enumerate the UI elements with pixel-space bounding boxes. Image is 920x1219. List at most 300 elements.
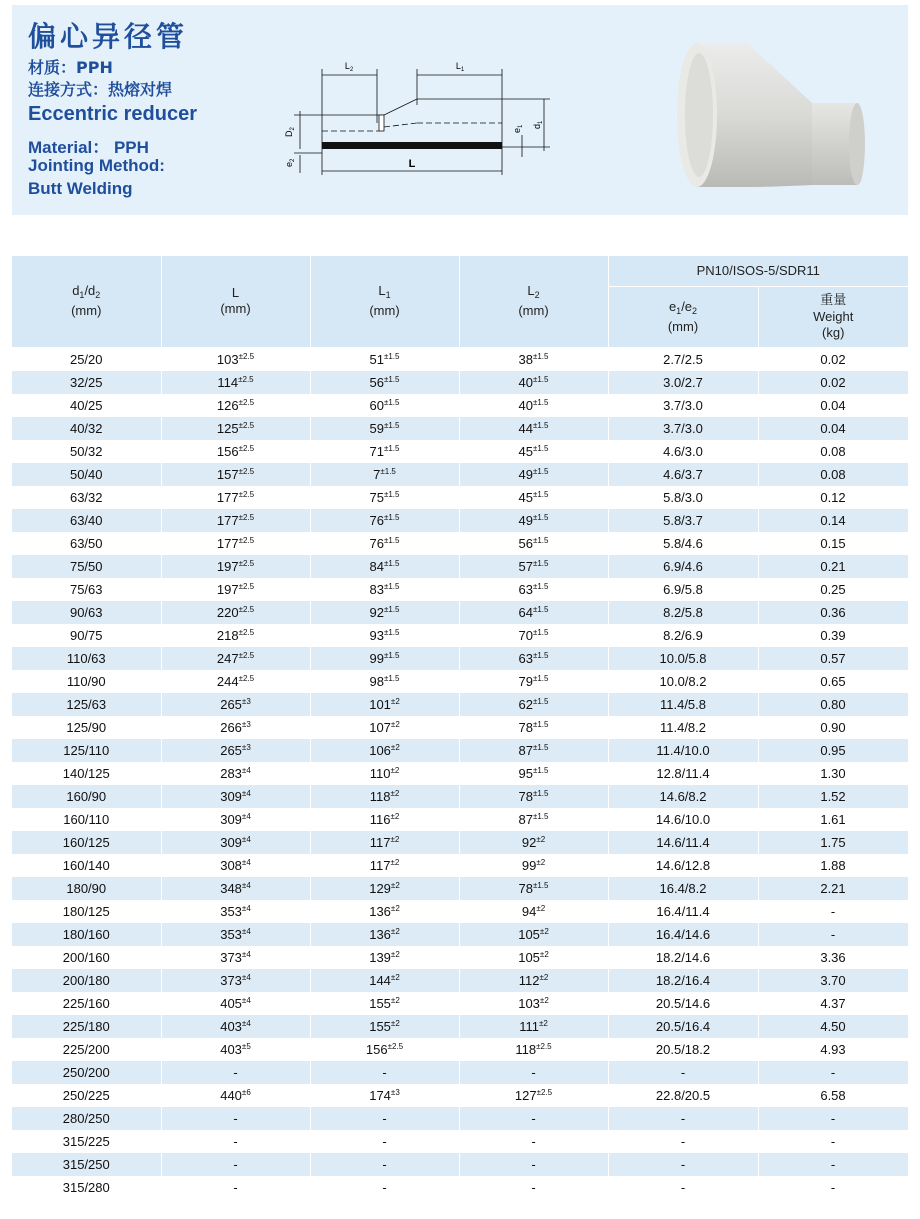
cell-L2: $78^{\pm 1.5}$ [459,877,608,900]
table-row [12,969,908,992]
table-row [12,854,908,877]
cell-L2: $56^{\pm 1.5}$ [459,532,608,555]
cell-L: $440^{\pm 6}$ [161,1084,310,1107]
tolerance: ±1.5 [383,558,400,568]
cell-L2: $87^{\pm 1.5}$ [459,739,608,762]
cell-wall-thickness: 16.4/14.6 [608,923,758,946]
tolerance: ±1.5 [532,512,549,522]
cell-L1: $76^{\pm 1.5}$ [310,532,459,555]
cell-weight: 4.93 [758,1038,908,1061]
cell-L2: $92^{\pm 2}$ [459,831,608,854]
tolerance: ±2.5 [536,1041,552,1051]
cell-weight: - [758,1130,908,1153]
cell-wall-thickness: 11.4/8.2 [608,716,758,739]
tolerance: ±2.5 [238,558,255,568]
cell-wall-thickness: 20.5/18.2 [608,1038,758,1061]
tolerance: ±1.5 [532,627,549,637]
cell-size: 180/160 [12,923,161,946]
cell-wall-thickness: 8.2/6.9 [608,624,758,647]
cell-size: 125/90 [12,716,161,739]
dim-label-e2: $e_2$ [284,158,296,167]
cell-weight: 0.14 [758,509,908,532]
table-row [12,1176,908,1199]
tolerance: ±4 [241,765,251,775]
title-en: Eccentric reducer [28,103,197,125]
tolerance: ±1.5 [383,581,400,591]
cell-L2: $45^{\pm 1.5}$ [459,486,608,509]
jointing-en-value: Butt Welding [28,179,133,198]
cell-weight: 3.36 [758,946,908,969]
tolerance: ±2 [390,696,400,706]
table-row [12,440,908,463]
cell-L1: $136^{\pm 2}$ [310,923,459,946]
reducer-product-image [652,35,882,205]
cell-L: $126^{\pm 2.5}$ [161,394,310,417]
table-row [12,670,908,693]
cell-L2: $111^{\pm 2}$ [459,1015,608,1038]
cell-wall-thickness: - [608,1153,758,1176]
cell-size: 75/50 [12,555,161,578]
tolerance: ±1.5 [383,397,400,407]
cell-wall-thickness: 4.6/3.0 [608,440,758,463]
header-pn-class: PN10/ISOS-5/SDR11 [608,256,908,286]
cell-L2: $103^{\pm 2}$ [459,992,608,1015]
cell-weight: - [758,1107,908,1130]
table-row [12,1107,908,1130]
header-L2: $L_2$ (mm) [459,256,608,347]
cell-L1: $174^{\pm 3}$ [310,1084,459,1107]
table-row [12,808,908,831]
tolerance: ±2 [390,972,400,982]
cell-size: 200/180 [12,969,161,992]
cell-L1: $92^{\pm 1.5}$ [310,601,459,624]
cell-L1: $117^{\pm 2}$ [310,854,459,877]
tolerance: ±2.5 [238,650,255,660]
tolerance: ±2 [390,834,400,844]
tolerance: ±2 [536,834,546,844]
tolerance: ±4 [241,834,251,844]
tolerance: ±2 [390,857,400,867]
cell-wall-thickness: 16.4/8.2 [608,877,758,900]
cell-L: - [161,1176,310,1199]
cell-L: $103^{\pm 2.5}$ [161,347,310,371]
cell-L1: $156^{\pm 2.5}$ [310,1038,459,1061]
cell-wall-thickness: 2.7/2.5 [608,347,758,371]
cell-L1: $76^{\pm 1.5}$ [310,509,459,532]
cell-L: $348^{\pm 4}$ [161,877,310,900]
cell-wall-thickness: 11.4/5.8 [608,693,758,716]
cell-L1: $93^{\pm 1.5}$ [310,624,459,647]
tolerance: ±1.5 [383,650,400,660]
cell-size: 63/40 [12,509,161,532]
cell-weight: 1.61 [758,808,908,831]
table-row [12,762,908,785]
tolerance: ±2 [390,949,400,959]
cell-weight: 0.04 [758,394,908,417]
cell-L1: $98^{\pm 1.5}$ [310,670,459,693]
cell-weight: 0.12 [758,486,908,509]
cell-L2: $87^{\pm 1.5}$ [459,808,608,831]
cell-size: 125/63 [12,693,161,716]
header-L1: $L_1$ (mm) [310,256,459,347]
jointing-en: Jointing Method: [28,156,165,175]
dim-label-L2: $L_2$ [344,61,354,73]
cell-L: - [161,1153,310,1176]
title-cn: 偏心异径管 [28,20,189,53]
cell-wall-thickness: 4.6/3.7 [608,463,758,486]
tolerance: ±2 [539,949,549,959]
tolerance: ±4 [241,949,251,959]
cell-wall-thickness: - [608,1107,758,1130]
cell-wall-thickness: 3.7/3.0 [608,394,758,417]
cell-wall-thickness: 10.0/8.2 [608,670,758,693]
table-row [12,555,908,578]
tolerance: ±6 [241,1087,251,1097]
cell-wall-thickness: 6.9/4.6 [608,555,758,578]
cell-L2: - [459,1061,608,1084]
cell-wall-thickness: 14.6/11.4 [608,831,758,854]
table-row [12,923,908,946]
cell-L1: $107^{\pm 2}$ [310,716,459,739]
tolerance: ±2 [390,880,400,890]
tolerance: ±2.5 [238,512,255,522]
tolerance: ±2 [390,765,400,775]
tolerance: ±5 [241,1041,251,1051]
tolerance: ±1.5 [383,489,400,499]
cell-wall-thickness: 14.6/12.8 [608,854,758,877]
cell-size: 63/32 [12,486,161,509]
cell-wall-thickness: 10.0/5.8 [608,647,758,670]
tolerance: ±1.5 [383,374,400,384]
cell-L1: $136^{\pm 2}$ [310,900,459,923]
cell-L: $177^{\pm 2.5}$ [161,486,310,509]
cell-L: $403^{\pm 5}$ [161,1038,310,1061]
cell-L2: $70^{\pm 1.5}$ [459,624,608,647]
tolerance: ±1.5 [383,627,400,637]
tolerance: ±4 [241,903,251,913]
tolerance: ±1.5 [383,535,400,545]
header-band [12,5,908,215]
cell-L1: $144^{\pm 2}$ [310,969,459,992]
cell-L1: $117^{\pm 2}$ [310,831,459,854]
table-row [12,578,908,601]
tolerance: ±1.5 [532,351,549,361]
cell-L: $247^{\pm 2.5}$ [161,647,310,670]
cell-L1: $59^{\pm 1.5}$ [310,417,459,440]
tolerance: ±4 [241,1018,251,1028]
tolerance: ±1.5 [532,604,549,614]
tolerance: ±2.5 [238,581,255,591]
tolerance: ±3 [390,1087,400,1097]
cell-weight: - [758,1153,908,1176]
tolerance: ±1.5 [380,466,396,476]
cell-L: $266^{\pm 3}$ [161,716,310,739]
cell-L: $405^{\pm 4}$ [161,992,310,1015]
tolerance: ±2 [539,995,549,1005]
dim-label-D2: $D_2$ [284,127,296,137]
header-weight: 重量 Weight (kg) [758,286,908,347]
cell-L1: - [310,1107,459,1130]
table-row [12,417,908,440]
cell-L: $265^{\pm 3}$ [161,739,310,762]
cell-weight: 0.95 [758,739,908,762]
cell-L: $353^{\pm 4}$ [161,923,310,946]
cell-wall-thickness: 12.8/11.4 [608,762,758,785]
cell-weight: 0.02 [758,347,908,371]
tolerance: ±1.5 [383,673,400,683]
cell-L: $114^{\pm 2.5}$ [161,371,310,394]
cell-L: $157^{\pm 2.5}$ [161,463,310,486]
tolerance: ±2.5 [387,1041,404,1051]
cell-size: 225/200 [12,1038,161,1061]
cell-L2: $118^{\pm 2.5}$ [459,1038,608,1061]
cell-L2: $62^{\pm 1.5}$ [459,693,608,716]
material-cn: 材质：PPH [28,58,113,77]
tolerance: ±2 [539,926,549,936]
cell-L2: $105^{\pm 2}$ [459,946,608,969]
table-row [12,739,908,762]
cell-L: $125^{\pm 2.5}$ [161,417,310,440]
tolerance: ±2.5 [238,673,255,683]
tolerance: ±1.5 [532,880,549,890]
dim-label-e1: $e_1$ [512,124,524,133]
tolerance: ±1.5 [532,558,549,568]
tolerance: ±4 [241,972,251,982]
cell-wall-thickness: 5.8/4.6 [608,532,758,555]
cell-wall-thickness: - [608,1130,758,1153]
tolerance: ±4 [241,788,251,798]
tolerance: ±2 [390,903,400,913]
tolerance: ±2.5 [238,535,255,545]
cell-size: 50/32 [12,440,161,463]
cell-L1: $84^{\pm 1.5}$ [310,555,459,578]
cell-L1: $83^{\pm 1.5}$ [310,578,459,601]
cell-wall-thickness: 14.6/8.2 [608,785,758,808]
cell-weight: 4.50 [758,1015,908,1038]
tolerance: ±2 [390,719,400,729]
tolerance: ±4 [241,857,251,867]
cell-L1: $75^{\pm 1.5}$ [310,486,459,509]
cell-size: 125/110 [12,739,161,762]
cell-L1: $71^{\pm 1.5}$ [310,440,459,463]
cell-size: 315/225 [12,1130,161,1153]
tolerance: ±2.5 [238,351,255,361]
cell-L: $309^{\pm 4}$ [161,785,310,808]
cell-L1: $155^{\pm 2}$ [310,1015,459,1038]
tolerance: ±1.5 [532,581,549,591]
tolerance: ±1.5 [532,811,549,821]
cell-size: 180/90 [12,877,161,900]
cell-L: $353^{\pm 4}$ [161,900,310,923]
tolerance: ±3 [241,719,251,729]
cell-wall-thickness: 3.7/3.0 [608,417,758,440]
header-e1-e2: $e_1/e_2$ (mm) [608,286,758,347]
cell-weight: 0.25 [758,578,908,601]
tolerance: ±1.5 [532,788,549,798]
cell-size: 140/125 [12,762,161,785]
cell-size: 315/250 [12,1153,161,1176]
tolerance: ±2.5 [238,466,255,476]
tolerance: ±1.5 [532,650,549,660]
tolerance: ±4 [241,995,251,1005]
tolerance: ±1.5 [532,420,549,430]
cell-size: 250/225 [12,1084,161,1107]
tolerance: ±1.5 [532,742,549,752]
table-row [12,371,908,394]
table-row [12,601,908,624]
cell-weight: 0.15 [758,532,908,555]
cell-size: 160/90 [12,785,161,808]
tolerance: ±1.5 [383,420,400,430]
cell-weight: 1.52 [758,785,908,808]
cell-weight: 1.75 [758,831,908,854]
table-row [12,1061,908,1084]
cell-size: 225/160 [12,992,161,1015]
cell-size: 40/25 [12,394,161,417]
tolerance: ±2.5 [238,489,255,499]
reducer-drawing [274,45,564,195]
cell-weight: - [758,923,908,946]
spec-table [12,256,909,1199]
dim-label-L: L [408,158,416,170]
cell-weight: - [758,900,908,923]
cell-weight: 0.39 [758,624,908,647]
cell-weight: 0.04 [758,417,908,440]
cell-L1: $139^{\pm 2}$ [310,946,459,969]
cell-L: - [161,1107,310,1130]
tolerance: ±1.5 [383,351,400,361]
cell-size: 250/200 [12,1061,161,1084]
cell-L1: - [310,1153,459,1176]
cell-wall-thickness: 5.8/3.0 [608,486,758,509]
cell-L2: - [459,1107,608,1130]
cell-L: $220^{\pm 2.5}$ [161,601,310,624]
cell-L2: $78^{\pm 1.5}$ [459,785,608,808]
table-row [12,877,908,900]
tolerance: ±1.5 [532,397,549,407]
cell-weight: 2.21 [758,877,908,900]
cell-wall-thickness: 20.5/14.6 [608,992,758,1015]
cell-L: $308^{\pm 4}$ [161,854,310,877]
tolerance: ±2.5 [238,374,254,384]
cell-size: 160/125 [12,831,161,854]
cell-L2: $44^{\pm 1.5}$ [459,417,608,440]
tolerance: ±2.5 [238,420,255,430]
tolerance: ±1.5 [383,512,400,522]
cell-weight: 0.08 [758,463,908,486]
cell-L: $403^{\pm 4}$ [161,1015,310,1038]
header-L: L (mm) [161,256,310,347]
tolerance: ±2 [390,788,400,798]
cell-L2: $57^{\pm 1.5}$ [459,555,608,578]
cell-L: - [161,1130,310,1153]
tolerance: ±1.5 [532,765,549,775]
cell-size: 110/90 [12,670,161,693]
tolerance: ±2.5 [238,397,255,407]
cell-size: 315/280 [12,1176,161,1199]
cell-L2: $79^{\pm 1.5}$ [459,670,608,693]
tolerance: ±2.5 [238,443,255,453]
cell-weight: 1.88 [758,854,908,877]
table-row [12,831,908,854]
cell-size: 160/140 [12,854,161,877]
tolerance: ±3 [241,696,251,706]
cell-weight: - [758,1176,908,1199]
cell-L: - [161,1061,310,1084]
cell-L1: $56^{\pm 1.5}$ [310,371,459,394]
table-row [12,509,908,532]
cell-L: $265^{\pm 3}$ [161,693,310,716]
table-row [12,347,908,371]
tolerance: ±1.5 [383,443,400,453]
cell-weight: 0.90 [758,716,908,739]
cell-L2: $99^{\pm 2}$ [459,854,608,877]
tolerance: ±1.5 [532,719,549,729]
cell-L: $373^{\pm 4}$ [161,946,310,969]
header-d1-d2: $d_1/d_2$ (mm) [12,256,161,347]
cell-L1: $99^{\pm 1.5}$ [310,647,459,670]
cell-L2: $45^{\pm 1.5}$ [459,440,608,463]
cell-L2: - [459,1153,608,1176]
table-row [12,486,908,509]
cell-L: $197^{\pm 2.5}$ [161,555,310,578]
table-row [12,716,908,739]
cell-L: $244^{\pm 2.5}$ [161,670,310,693]
cell-size: 40/32 [12,417,161,440]
dim-label-L1: $L_1$ [455,61,465,73]
tolerance: ±1.5 [532,374,549,384]
cell-L2: $40^{\pm 1.5}$ [459,394,608,417]
cell-L2: - [459,1130,608,1153]
cell-L2: $63^{\pm 1.5}$ [459,578,608,601]
cell-size: 90/63 [12,601,161,624]
tolerance: ±1.5 [532,489,549,499]
table-row [12,946,908,969]
table-row [12,1084,908,1107]
cell-wall-thickness: 3.0/2.7 [608,371,758,394]
tolerance: ±2 [536,903,546,913]
cell-weight: 0.08 [758,440,908,463]
cell-L2: $64^{\pm 1.5}$ [459,601,608,624]
cell-L: $283^{\pm 4}$ [161,762,310,785]
tolerance: ±4 [241,811,251,821]
cell-L1: $51^{\pm 1.5}$ [310,347,459,371]
cell-weight: 0.21 [758,555,908,578]
cell-L1: - [310,1176,459,1199]
cell-L1: $106^{\pm 2}$ [310,739,459,762]
cell-size: 225/180 [12,1015,161,1038]
cell-size: 280/250 [12,1107,161,1130]
cell-L1: $118^{\pm 2}$ [310,785,459,808]
cell-size: 75/63 [12,578,161,601]
cell-weight: 0.36 [758,601,908,624]
tolerance: ±3 [241,742,251,752]
cell-wall-thickness: 8.2/5.8 [608,601,758,624]
cell-weight: - [758,1061,908,1084]
material-en: Material： PPH [28,138,149,157]
cell-size: 110/63 [12,647,161,670]
cell-L2: $63^{\pm 1.5}$ [459,647,608,670]
cell-L2: $49^{\pm 1.5}$ [459,509,608,532]
cell-L: $309^{\pm 4}$ [161,808,310,831]
table-row [12,900,908,923]
cell-size: 160/110 [12,808,161,831]
cell-weight: 3.70 [758,969,908,992]
cell-weight: 0.65 [758,670,908,693]
cell-L1: $7^{\pm 1.5}$ [310,463,459,486]
table-row [12,624,908,647]
table-row [12,1015,908,1038]
